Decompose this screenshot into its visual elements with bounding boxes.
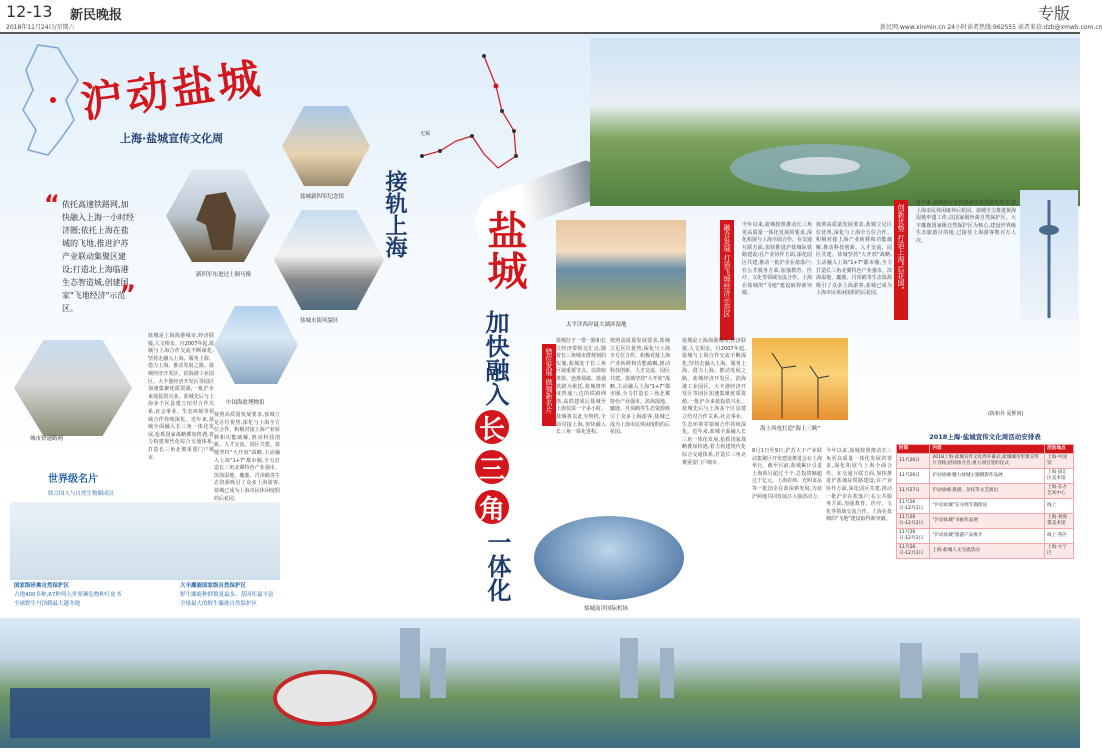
body-text-col5b: 今年以来,盐城按照推动长三角更高质量一体化发展的要求,深化拓展与上海全面合作。在交通互联方面,加快推进沪盐城际铁路建设;在产业协作方面,深化园区共建,推动一批沪企在盐落户;在公共服务方面,加强教育、医疗、文化等领域交流合作。上海在盐城的"飞地"建设取得新突破。 [826, 448, 892, 523]
table-row [897, 514, 1074, 529]
table-row [897, 454, 1074, 469]
body-text-col1: 盐城是上海海港城市,经济联接,人文相亲。自2007年起,盐城与上海合作交流不断深化,坚持走融入上海、服务上海、借力上海、推动发展之路。盐城经济开发区、滨海港工业园区、大丰港经济开发区等园区加速集聚优质资源,一批沪企来盐投资兴业。盐城先后与上海多个区县建立结对合作关系,社会事业、生态环境等领域合作持续深化。近年来,盐城全面融入长三角一体化发展,抢抓国家战略叠加机遇,着力构建现代化综合交通体系,打造长三角北翼重要门户城市。 [148, 333, 214, 461]
quote-open-icon: “ [44, 190, 60, 218]
headline-accelerate: 加快融入 [481, 310, 510, 406]
table-cell: 上海·大宁区 [1045, 544, 1074, 559]
main-title: 沪动盐城 [77, 53, 267, 128]
table-cell: 11月27日 [897, 484, 930, 499]
yancheng-marker-icon [50, 97, 56, 103]
table-cell: 11月26日-12月2日 [897, 514, 930, 529]
table-cell: 11月26日-12月2日 [897, 499, 930, 514]
table-cell: "沪动盐城"书画作品展 [930, 514, 1045, 529]
rail-map [400, 46, 580, 176]
table-cell: 线上 [1045, 499, 1074, 514]
headline-left [380, 170, 411, 258]
body-text-col4: 今年以来,盐城按照推动长三角更高质量一体化发展的要求,深化拓展与上海全面合作。在交通互联方面,加快推进沪盐城际铁路建设;在产业协作方面,深化园区共建,推动一批沪企在盐落户;在公共服务方面,加强教育、医疗、文化等领域交流合作。上海在盐城的"飞地"建设取得新突破。 [742, 222, 813, 297]
bubble-jiao: 角 [475, 490, 509, 524]
table-cell: 线上·各区 [1045, 529, 1074, 544]
newspaper-name: 新民晚报 [70, 8, 123, 23]
crane-reserve-line2: 全球野生丹顶鹤最大越冬地 [14, 601, 81, 607]
expressway-caption: 城市快速路网 [30, 436, 64, 442]
tv-tower-photo [1020, 190, 1078, 320]
airport-photo [534, 516, 684, 600]
deer-reserve-line2: 全球最大的野生麋鹿自然保护区 [180, 601, 258, 607]
world-heritage-badge [48, 470, 188, 504]
body-text-col6: 近年来,盐城充分发挥滨海生态资源优势,打造上海市民休闲康养后花园。盐城全力推进黄海湿地申遗工作,以国家级珍禽自然保护区、大丰麋鹿国家级自然保护区为核心,建设世界级生态旅游目的地,已接待上海游客数百万人次。 [916, 200, 1017, 244]
museum-caption: 盐城新四军纪念馆 [300, 194, 345, 200]
body-text-col5: 8月1日至9日,沪苏大丰产业联动集聚区开发建设推进会在上海举行。截至目前,盐城累计引进上海项目超过千个,总投资额超过千亿元。上海农场、光明食品等一批国企在盐深耕发展,为盐沪两地共同发展注入强劲动力。 [752, 448, 823, 500]
body-text-col2: 按照高质量发展要求,盐城立足区位优势,深化与上海全方位合作。积极对接上海产业转移和功能疏解,推动科技创新、人才交流、园区共建。盐城坚持"大开放"战略,主动融入上海"1+7"都市圈,全力打造长三角北翼特色产业强市。滨海湿地、麋鹿、丹顶鹤等生态资源吸引了众多上海游客,盐城已成为上海市民休闲度假的后花园。 [214, 412, 280, 502]
table-cell: 11月26日 [897, 469, 930, 484]
wetland-lake-photo [556, 220, 686, 310]
airport-caption: 盐城南洋国际机场 [584, 606, 629, 612]
body-text-col3: 盐城位于一带一路和长江经济带的交汇点,随着长三角城市群规划的实施,盐城处于长三角区域重要节点。以徐宿淮盐、连淮扬镇、盐通铁路为依托,盐城将形成四通八达的铁路网络,高铁建成后盐城至上海仅需一个多小时。盐城将以此为契机,全面对接上海,加快融入长三角一体化进程。 [556, 338, 607, 436]
table-cell: 上海·盐城人文交流活动 [930, 544, 1045, 559]
table-cell: 上海·东方艺术中心 [1045, 484, 1074, 499]
side-head-h4: 创新优势 打造上海"后花园" [894, 200, 908, 320]
bubble-san: 三 [475, 450, 509, 484]
deer-reserve-title: 大丰麋鹿国家级自然保护区 [180, 583, 247, 589]
table-cell: "沪动盐城"东方网专题推送 [930, 499, 1045, 514]
table-cell: 沪动盐城·魅力盐城主题摄影作品展 [930, 469, 1045, 484]
section-label: 专版 [1037, 4, 1070, 23]
subtitle: 上海·盐城宣传文化周 [120, 132, 224, 145]
wetland-caption: 太平洋西岸最大湖滨湿地 [566, 322, 627, 328]
wetland-birds-photo [10, 502, 280, 580]
table-cell: 11月26日 [897, 454, 930, 469]
body-text-col3b: 按照高质量发展要求,盐城立足区位优势,深化与上海全方位合作。积极对接上海产业转移和功能疏解,推动科技创新、人才交流、园区共建。盐城坚持"大开放"战略,主动融入上海"1+7"都市圈,全力打造长三角北翼特色产业强市。滨海湿地、麋鹿、丹顶鹤等生态资源吸引了众多上海游客,盐城已成为上海市民休闲度假的后花园。 [610, 338, 671, 436]
world-heritage-title: 世界级名片 [48, 474, 98, 485]
schedule-table-block [896, 432, 1074, 559]
crane-reserve-block [14, 582, 184, 609]
bubble-chang: 长 [475, 410, 509, 444]
table-header: 活动地点 [1045, 445, 1074, 454]
crane-reserve-text: 占地400多种,67种列入世界濒危物种红皮书 [14, 592, 122, 598]
side-head-h1: 融合发展 打造飞地经济示范区 [720, 220, 734, 340]
issue-date: 2018年11月24日/星期六 [6, 24, 75, 31]
schedule-title: 2018上海·盐城宣传文化周活动安排表 [929, 433, 1041, 441]
body-text-col3c: 盐城是上海海港城市,经济联接,人文相亲。自2007年起,盐城与上海合作交流不断深化,坚持走融入上海、服务上海、借力上海、推动发展之路。盐城经济开发区、滨海港工业园区、大丰港经济开发区等园区加速集聚优质资源,一批沪企来盐投资兴业。盐城先后与上海多个区县建立结对合作关系,社会事业、生态环境等领域合作持续深化。近年来,盐城全面融入长三角一体化发展,抢抓国家战略叠加机遇,着力构建现代化综合交通体系,打造长三角北翼重要门户城市。 [682, 338, 746, 466]
deer-reserve-block [180, 582, 290, 609]
headline-yancheng: 盐城 [481, 210, 528, 290]
table-row [897, 529, 1074, 544]
world-heritage-subtitle: 联合国人与自然生物圈成员 [48, 491, 115, 497]
page-header [0, 0, 1102, 34]
headline-left-text: 接轨上海 [382, 170, 408, 258]
statue-caption: 新四军东进过士铜马像 [196, 272, 252, 278]
salt-museum-caption: 中国海盐博物馆 [226, 400, 265, 406]
crane-reserve-title: 国家级珍禽自然保护区 [14, 583, 70, 589]
side-head-h3: 错位发展 做强新名片 [542, 344, 556, 426]
city-park-photo [590, 38, 1080, 206]
contact-info: 新民网:www.xinmin.cn 24小时读者热线:962555 读者来信:dzb@xmwb.com.cn [880, 24, 1102, 31]
table-header: 内容 [930, 445, 1045, 454]
waterfront-caption: 盐城水街风貌区 [300, 318, 339, 324]
table-cell: 沪动盐城·淮剧、杂技等文艺演出 [930, 484, 1045, 499]
schedule-table [896, 444, 1074, 559]
table-row [897, 544, 1074, 559]
table-header: 时间 [897, 445, 930, 454]
table-header-row [897, 445, 1074, 454]
table-cell: 2018上海·盐城宣传文化周开幕式;盐城城市形象宣传片首映;招商推介会;重大项目签约仪式 [930, 454, 1045, 469]
table-cell: 11月26日-12月2日 [897, 529, 930, 544]
page-numbers: 12-13 [6, 2, 53, 21]
byline: (陈和昇 夏熙雨) [988, 411, 1024, 417]
wind-farm-photo [752, 338, 848, 420]
table-cell: 上海·徐汇区美术馆 [1045, 469, 1074, 484]
body-text-col4b: 按照高质量发展要求,盐城立足区位优势,深化与上海全方位合作。积极对接上海产业转移和功能疏解,推动科技创新、人才交流、园区共建。盐城坚持"大开放"战略,主动融入上海"1+7"都市圈,全力打造长三角北翼特色产业强市。滨海湿地、麋鹿、丹顶鹤等生态资源吸引了众多上海游客,盐城已成为上海市民休闲度假的后花园。 [816, 222, 892, 297]
table-cell: 11月26日-12月2日 [897, 544, 930, 559]
city-panorama-photo [0, 618, 1080, 748]
rail-station-label: 无锡 [420, 131, 431, 137]
table-row [897, 499, 1074, 514]
table-cell: "沪动盐城"旅游产品推介 [930, 529, 1045, 544]
table-row [897, 469, 1074, 484]
headline-integration: 一体化 [483, 530, 512, 602]
pull-quote: 依托高速铁路网,加快融入上海一小时经济圈;依托上海在盐城的飞地,推进沪苏产业联动集聚区建设;打造北上海临港生态智造城,创建国家"飞地经济"示范区。 [62, 200, 134, 313]
deer-reserve-text: 野生麋鹿种群数量最多、基因库最丰富 [180, 592, 274, 598]
wind-caption: 海上风电打造"海上三峡" [760, 426, 821, 432]
table-cell: 上海·刘海粟美术馆 [1045, 514, 1074, 529]
table-cell: 上海·中国馆 [1045, 454, 1074, 469]
quote-close-icon: ” [120, 280, 136, 308]
table-row [897, 484, 1074, 499]
